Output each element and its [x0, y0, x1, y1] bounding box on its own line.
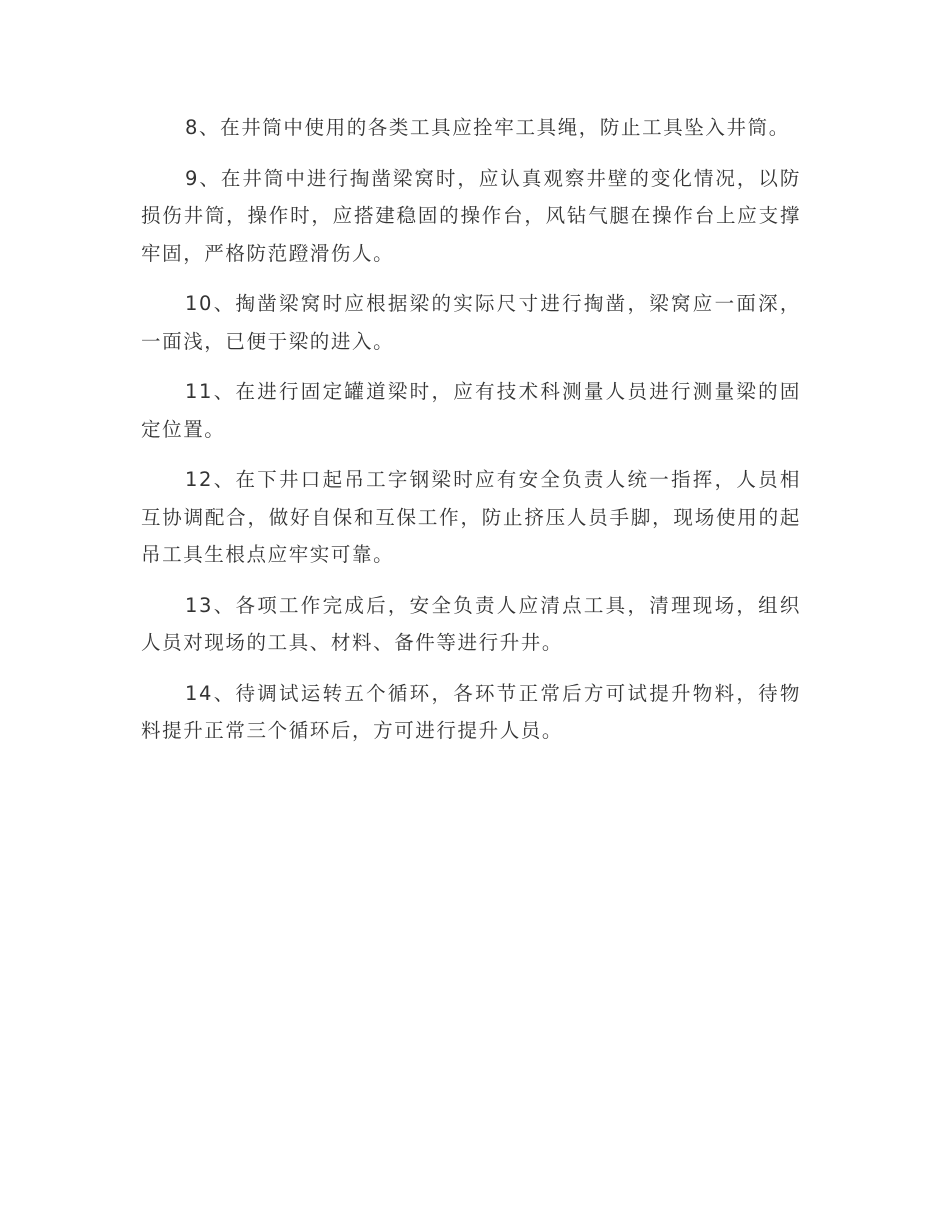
- paragraph-item-11: 11、在进行固定罐道梁时，应有技术科测量人员进行测量梁的固定位置。: [141, 380, 801, 441]
- paragraph-item-14: 14、待调试运转五个循环，各环节正常后方可试提升物料，待物料提升正常三个循环后，方可进行提升人员。: [141, 681, 801, 742]
- document-body: [141, 109, 801, 763]
- paragraph-item-8: 8、在井筒中使用的各类工具应拴牢工具绳，防止工具坠入井筒。: [185, 116, 790, 139]
- paragraph-item-10: 10、掏凿梁窝时应根据梁的实际尺寸进行掏凿，梁窝应一面深，一面浅，已便于梁的进入。: [141, 292, 801, 353]
- paragraph-item-9: 9、在井筒中进行掏凿梁窝时，应认真观察井壁的变化情况，以防损伤井筒，操作时，应搭建稳固的操作台，风钻气腿在操作台上应支撑牢固，严格防范蹬滑伤人。: [141, 166, 801, 265]
- paragraph-item-13: 13、各项工作完成后，安全负责人应清点工具，清理现场，组织人员对现场的工具、材料、备件等进行升井。: [141, 593, 801, 654]
- paragraph-item-12: 12、在下井口起吊工字钢梁时应有安全负责人统一指挥，人员相互协调配合，做好自保和互保工作，防止挤压人员手脚，现场使用的起吊工具生根点应牢实可靠。: [141, 468, 801, 566]
